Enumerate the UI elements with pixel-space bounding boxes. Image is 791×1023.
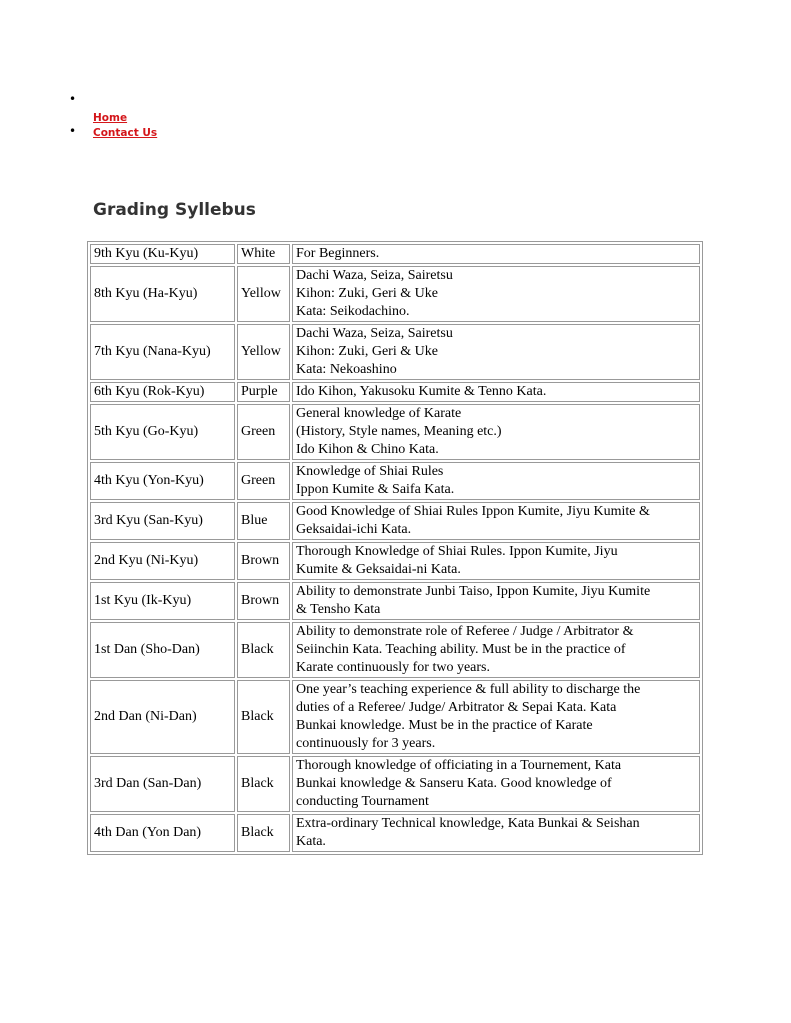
requirements-cell — [292, 462, 700, 500]
belt-cell: Black — [237, 756, 290, 812]
requirement-line: Geksaidai-ichi Kata. — [296, 522, 412, 537]
belt-cell: Green — [237, 462, 290, 500]
requirements-cell — [292, 382, 700, 402]
belt-cell: Black — [237, 814, 290, 852]
grade-cell: 5th Kyu (Go-Kyu) — [90, 404, 235, 460]
requirement-line: Ability to demonstrate role of Referee / Judge / Arbitrator & — [296, 624, 634, 639]
requirements-cell — [292, 244, 700, 264]
requirements-cell — [292, 680, 700, 754]
table-row — [90, 462, 700, 500]
requirements-cell — [292, 502, 700, 540]
requirement-line: Bunkai knowledge & Sanseru Kata. Good knowledge of — [296, 776, 612, 791]
requirement-line: Ido Kihon, Yakusoku Kumite & Tenno Kata. — [296, 384, 547, 399]
belt-cell: Black — [237, 622, 290, 678]
table-row — [90, 814, 700, 852]
requirements-cell — [292, 542, 700, 580]
grade-cell: 9th Kyu (Ku-Kyu) — [90, 244, 235, 264]
home-link[interactable]: Home — [93, 112, 128, 124]
grade-cell: 2nd Dan (Ni-Dan) — [90, 680, 235, 754]
requirement-line: Kata. — [296, 834, 326, 849]
belt-cell: Brown — [237, 542, 290, 580]
table-row — [90, 756, 700, 812]
requirements-cell — [292, 404, 700, 460]
requirement-line: Seiinchin Kata. Teaching ability. Must be in the practice of — [296, 642, 626, 657]
grade-cell: 2nd Kyu (Ni-Kyu) — [90, 542, 235, 580]
requirements-cell — [292, 582, 700, 620]
table-row — [90, 542, 700, 580]
table-row — [90, 324, 700, 380]
requirement-line: For Beginners. — [296, 246, 380, 261]
requirement-line: Thorough Knowledge of Shiai Rules. Ippon Kumite, Jiyu — [296, 544, 618, 559]
requirement-line: One year’s teaching experience & full ability to discharge the — [296, 682, 641, 697]
belt-cell: Yellow — [237, 324, 290, 380]
requirement-line: Knowledge of Shiai Rules — [296, 464, 444, 479]
belt-cell: Green — [237, 404, 290, 460]
grade-cell: 1st Dan (Sho-Dan) — [90, 622, 235, 678]
requirement-line: General knowledge of Karate — [296, 406, 462, 421]
requirements-cell — [292, 756, 700, 812]
requirement-line: Kumite & Geksaidai-ni Kata. — [296, 562, 461, 577]
belt-cell: Purple — [237, 382, 290, 402]
table-row — [90, 502, 700, 540]
requirements-cell — [292, 622, 700, 678]
requirement-line: Thorough knowledge of officiating in a Tournement, Kata — [296, 758, 622, 773]
requirement-line: Dachi Waza, Seiza, Sairetsu — [296, 268, 453, 283]
belt-cell: Brown — [237, 582, 290, 620]
belt-cell: Yellow — [237, 266, 290, 322]
requirements-cell — [292, 266, 700, 322]
table-row — [90, 622, 700, 678]
table-row — [90, 680, 700, 754]
requirement-line: continuously for 3 years. — [296, 736, 436, 751]
requirement-line: Ability to demonstrate Junbi Taiso, Ippon Kumite, Jiyu Kumite — [296, 584, 651, 599]
requirement-line: Kata: Seikodachino. — [296, 304, 410, 319]
requirement-line: duties of a Referee/ Judge/ Arbitrator & Sepai Kata. Kata — [296, 700, 617, 715]
table-row — [90, 382, 700, 402]
requirement-line: & Tensho Kata — [296, 602, 381, 617]
requirement-line: Ippon Kumite & Saifa Kata. — [296, 482, 455, 497]
page-title: Grading Syllebus — [93, 200, 256, 220]
bullet-icon: • — [69, 124, 77, 138]
requirement-line: Kihon: Zuki, Geri & Uke — [296, 344, 438, 359]
requirement-line: Extra-ordinary Technical knowledge, Kata Bunkai & Seishan — [296, 816, 640, 831]
requirement-line: Good Knowledge of Shiai Rules Ippon Kumite, Jiyu Kumite & — [296, 504, 650, 519]
table-row — [90, 582, 700, 620]
grade-cell: 4th Dan (Yon Dan) — [90, 814, 235, 852]
belt-cell: White — [237, 244, 290, 264]
table-row — [90, 244, 700, 264]
grade-cell: 3rd Dan (San-Dan) — [90, 756, 235, 812]
belt-cell: Blue — [237, 502, 290, 540]
requirements-cell — [292, 324, 700, 380]
requirement-line: Ido Kihon & Chino Kata. — [296, 442, 439, 457]
grading-table-body — [90, 244, 700, 852]
requirement-line: Karate continuously for two years. — [296, 660, 490, 675]
requirements-cell — [292, 814, 700, 852]
belt-cell: Black — [237, 680, 290, 754]
requirement-line: (History, Style names, Meaning etc.) — [296, 424, 502, 439]
grade-cell: 1st Kyu (Ik-Kyu) — [90, 582, 235, 620]
grade-cell: 8th Kyu (Ha-Kyu) — [90, 266, 235, 322]
grading-table — [87, 241, 703, 855]
grade-cell: 3rd Kyu (San-Kyu) — [90, 502, 235, 540]
grade-cell: 6th Kyu (Rok-Kyu) — [90, 382, 235, 402]
grade-cell: 4th Kyu (Yon-Kyu) — [90, 462, 235, 500]
bullet-icon: • — [69, 92, 77, 106]
table-row — [90, 404, 700, 460]
requirement-line: Kata: Nekoashino — [296, 362, 397, 377]
requirement-line: Kihon: Zuki, Geri & Uke — [296, 286, 438, 301]
requirement-line: conducting Tournament — [296, 794, 429, 809]
grade-cell: 7th Kyu (Nana-Kyu) — [90, 324, 235, 380]
requirement-line: Bunkai knowledge. Must be in the practice of Karate — [296, 718, 593, 733]
table-row — [90, 266, 700, 322]
contact-us-link[interactable]: Contact Us — [93, 127, 158, 139]
requirement-line: Dachi Waza, Seiza, Sairetsu — [296, 326, 453, 341]
